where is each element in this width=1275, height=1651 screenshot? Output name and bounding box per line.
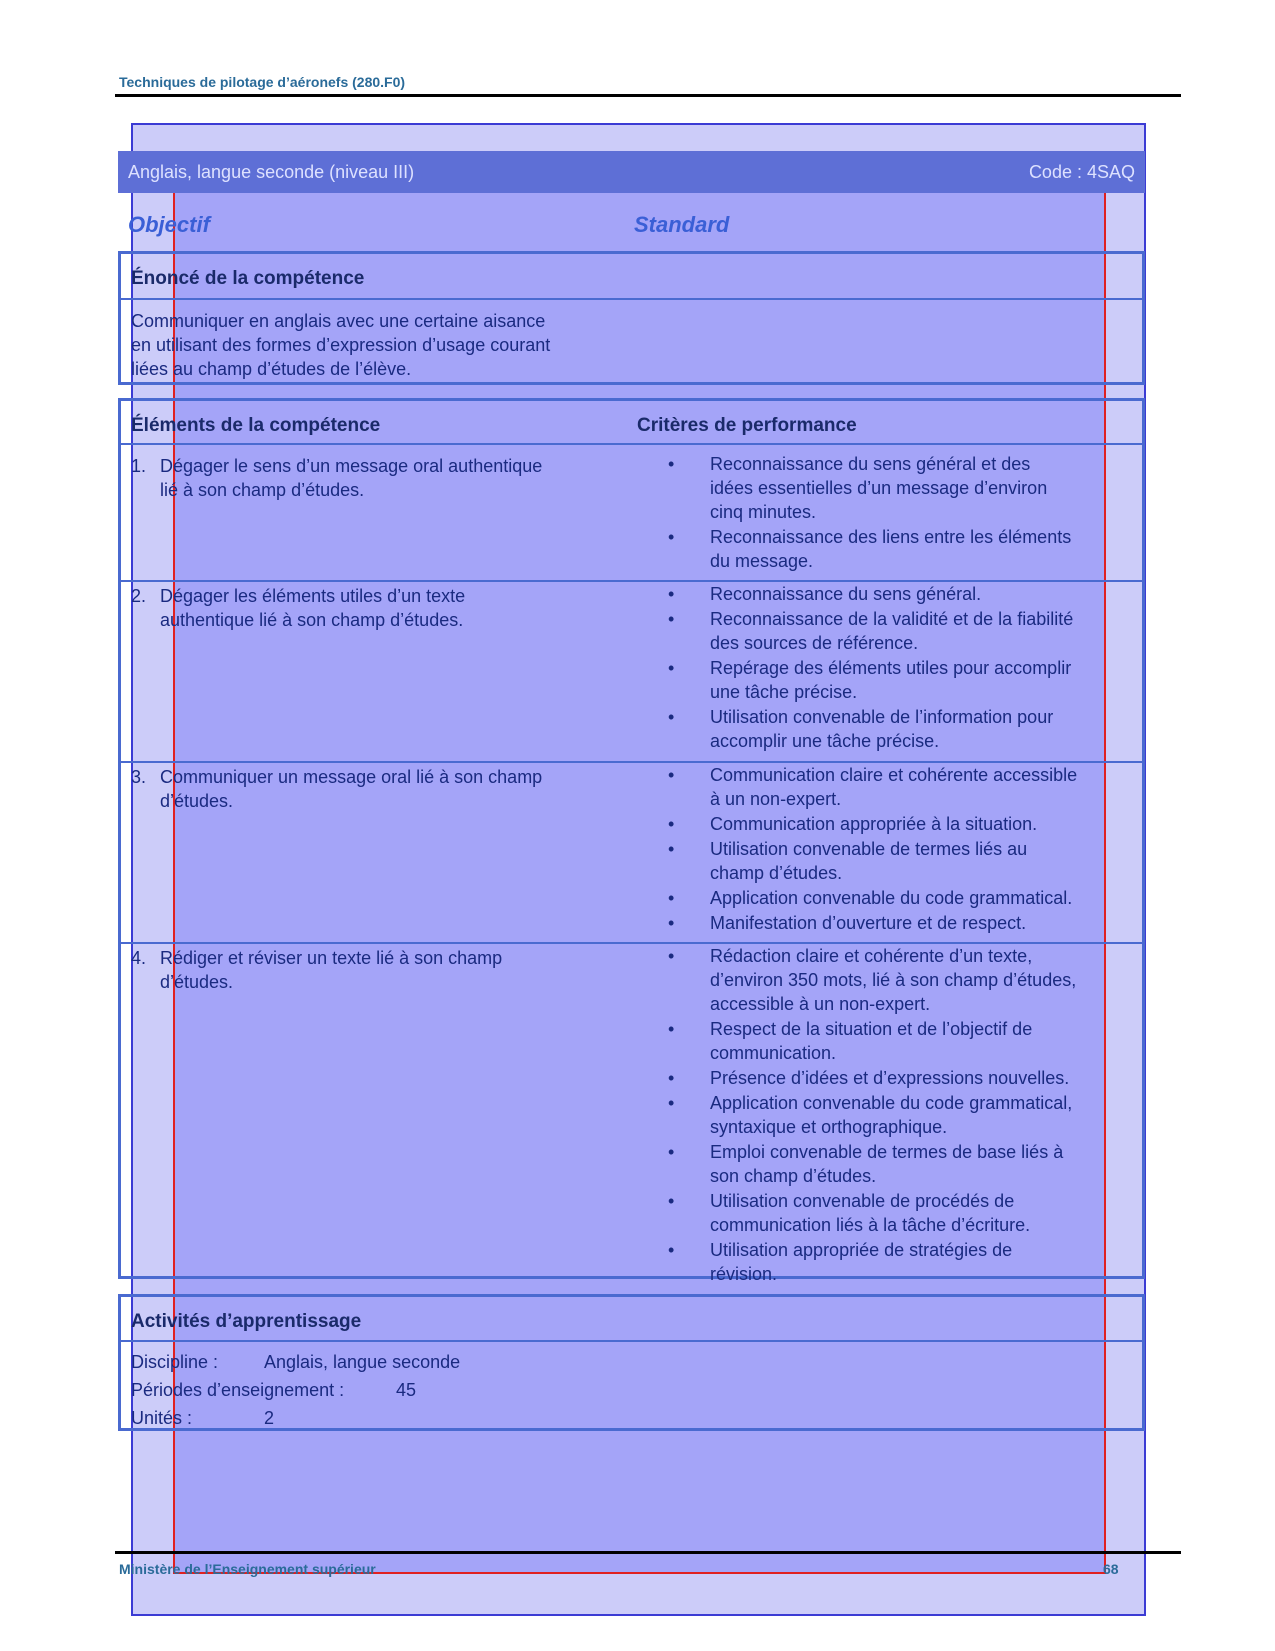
- competency-title: Anglais, langue seconde (niveau III): [128, 162, 415, 182]
- element-number: 4.: [131, 948, 147, 968]
- enonce-box: [118, 251, 1145, 385]
- criterion-text: Rédaction claire et cohérente d’un texte,: [710, 946, 1033, 966]
- criterion-text: accomplir une tâche précise.: [710, 731, 940, 751]
- unites-value: 2: [264, 1408, 275, 1428]
- criterion-text: Emploi convenable de termes de base liés à: [710, 1142, 1064, 1162]
- element-text: lié à son champ d’études.: [160, 480, 365, 500]
- criterion-text: Communication appropriée à la situation.: [710, 814, 1038, 834]
- periodes-label: Périodes d’enseignement :: [131, 1380, 345, 1400]
- element-text: Communiquer un message oral lié à son champ: [160, 767, 543, 787]
- criterion-text: Utilisation convenable de procédés de: [710, 1191, 1015, 1211]
- element-text: Rédiger et réviser un texte lié à son champ: [160, 948, 503, 968]
- footer-rule: [115, 1551, 1181, 1554]
- enonce-line: Communiquer en anglais avec une certaine aisance: [131, 311, 546, 331]
- criterion-text: Reconnaissance du sens général.: [710, 584, 982, 604]
- element-text: authentique lié à son champ d’études.: [160, 610, 464, 630]
- activites-box: [118, 1294, 1145, 1431]
- criterion-text: Utilisation appropriée de stratégies de: [710, 1240, 1013, 1260]
- enonce-line: liées au champ d’études de l’élève.: [131, 359, 412, 379]
- enonce-text: [131, 309, 550, 381]
- bullet-icon: •: [668, 946, 675, 966]
- criterion-text: Repérage des éléments utiles pour accomplir: [710, 658, 1072, 678]
- footer-ministry: Ministère de l’Enseignement supérieur: [119, 1561, 376, 1577]
- criterion-text: une tâche précise.: [710, 682, 858, 702]
- criterion-text: Application convenable du code grammatical.: [710, 888, 1073, 908]
- criterion-text: Manifestation d’ouverture et de respect.: [710, 913, 1027, 933]
- criterion-text: Respect de la situation et de l’objectif de: [710, 1019, 1033, 1039]
- criterion-text: communication.: [710, 1043, 837, 1063]
- criterion-text: d’environ 350 mots, lié à son champ d’études,: [710, 970, 1077, 990]
- document-header-title: Techniques de pilotage d’aéronefs (280.F0): [119, 74, 406, 90]
- element-text: d’études.: [160, 972, 234, 992]
- page-number: 68: [1103, 1561, 1119, 1577]
- bullet-icon: •: [668, 1142, 675, 1162]
- discipline-label: Discipline :: [131, 1352, 219, 1372]
- element-text: Dégager le sens d’un message oral authentique: [160, 456, 543, 476]
- criterion-text: Présence d’idées et d’expressions nouvelles.: [710, 1068, 1070, 1088]
- element-number: 1.: [131, 456, 147, 476]
- bullet-icon: •: [668, 527, 675, 547]
- criterion-text: Utilisation convenable de l’information pour: [710, 707, 1054, 727]
- objectif-heading: Objectif: [128, 212, 210, 237]
- criterion-text: Reconnaissance du sens général et des: [710, 454, 1031, 474]
- criterion-text: révision.: [710, 1264, 778, 1284]
- criterion-text: des sources de référence.: [710, 633, 919, 653]
- criterion-text: accessible à un non-expert.: [710, 994, 931, 1014]
- bullet-icon: •: [668, 707, 675, 727]
- bullet-icon: •: [668, 888, 675, 908]
- criterion-text: à un non-expert.: [710, 789, 842, 809]
- elements-box-header: [121, 401, 1142, 445]
- bullet-icon: •: [668, 1093, 675, 1113]
- activites-box-header: [121, 1297, 1142, 1342]
- bullet-icon: •: [668, 1019, 675, 1039]
- activites-heading: Activités d’apprentissage: [131, 1311, 362, 1332]
- criterion-text: champ d’études.: [710, 863, 843, 883]
- criterion-text: cinq minutes.: [710, 502, 817, 522]
- criterion-text: du message.: [710, 551, 814, 571]
- enonce-heading: Énoncé de la compétence: [131, 268, 365, 289]
- bullet-icon: •: [668, 609, 675, 629]
- bullet-icon: •: [668, 1191, 675, 1211]
- bullet-icon: •: [668, 913, 675, 933]
- elements-box: [118, 398, 1145, 1284]
- discipline-value: Anglais, langue seconde: [264, 1352, 461, 1372]
- bullet-icon: •: [668, 1240, 675, 1260]
- element-number: 3.: [131, 767, 147, 787]
- enonce-line: en utilisant des formes d’expression d’usage courant: [131, 335, 551, 355]
- criterion-text: Utilisation convenable de termes liés au: [710, 839, 1028, 859]
- bullet-icon: •: [668, 454, 675, 474]
- criterion-text: syntaxique et orthographique.: [710, 1117, 948, 1137]
- criterion-text: Application convenable du code grammatical,: [710, 1093, 1073, 1113]
- criterion-text: communication liés à la tâche d’écriture.: [710, 1215, 1031, 1235]
- criterion-text: Communication claire et cohérente accessible: [710, 765, 1078, 785]
- bullet-icon: •: [668, 814, 675, 834]
- element-text: Dégager les éléments utiles d’un texte: [160, 586, 466, 606]
- standard-heading: Standard: [634, 212, 730, 237]
- criterion-text: idées essentielles d’un message d’environ: [710, 478, 1048, 498]
- unites-label: Unités :: [131, 1408, 193, 1428]
- bullet-icon: •: [668, 584, 675, 604]
- element-number: 2.: [131, 586, 147, 606]
- criteria-heading: Critères de performance: [637, 415, 857, 436]
- elements-heading: Éléments de la compétence: [131, 415, 381, 436]
- bullet-icon: •: [668, 658, 675, 678]
- element-text: d’études.: [160, 791, 234, 811]
- criterion-text: son champ d’études.: [710, 1166, 877, 1186]
- header-rule: [115, 94, 1181, 97]
- bullet-icon: •: [668, 765, 675, 785]
- criterion-text: Reconnaissance des liens entre les éléments: [710, 527, 1072, 547]
- bullet-icon: •: [668, 839, 675, 859]
- enonce-box-header: [121, 254, 1142, 300]
- bullet-icon: •: [668, 1068, 675, 1088]
- competency-code: Code : 4SAQ: [1028, 162, 1135, 182]
- criterion-text: Reconnaissance de la validité et de la fiabilité: [710, 609, 1074, 629]
- periodes-value: 45: [396, 1380, 417, 1400]
